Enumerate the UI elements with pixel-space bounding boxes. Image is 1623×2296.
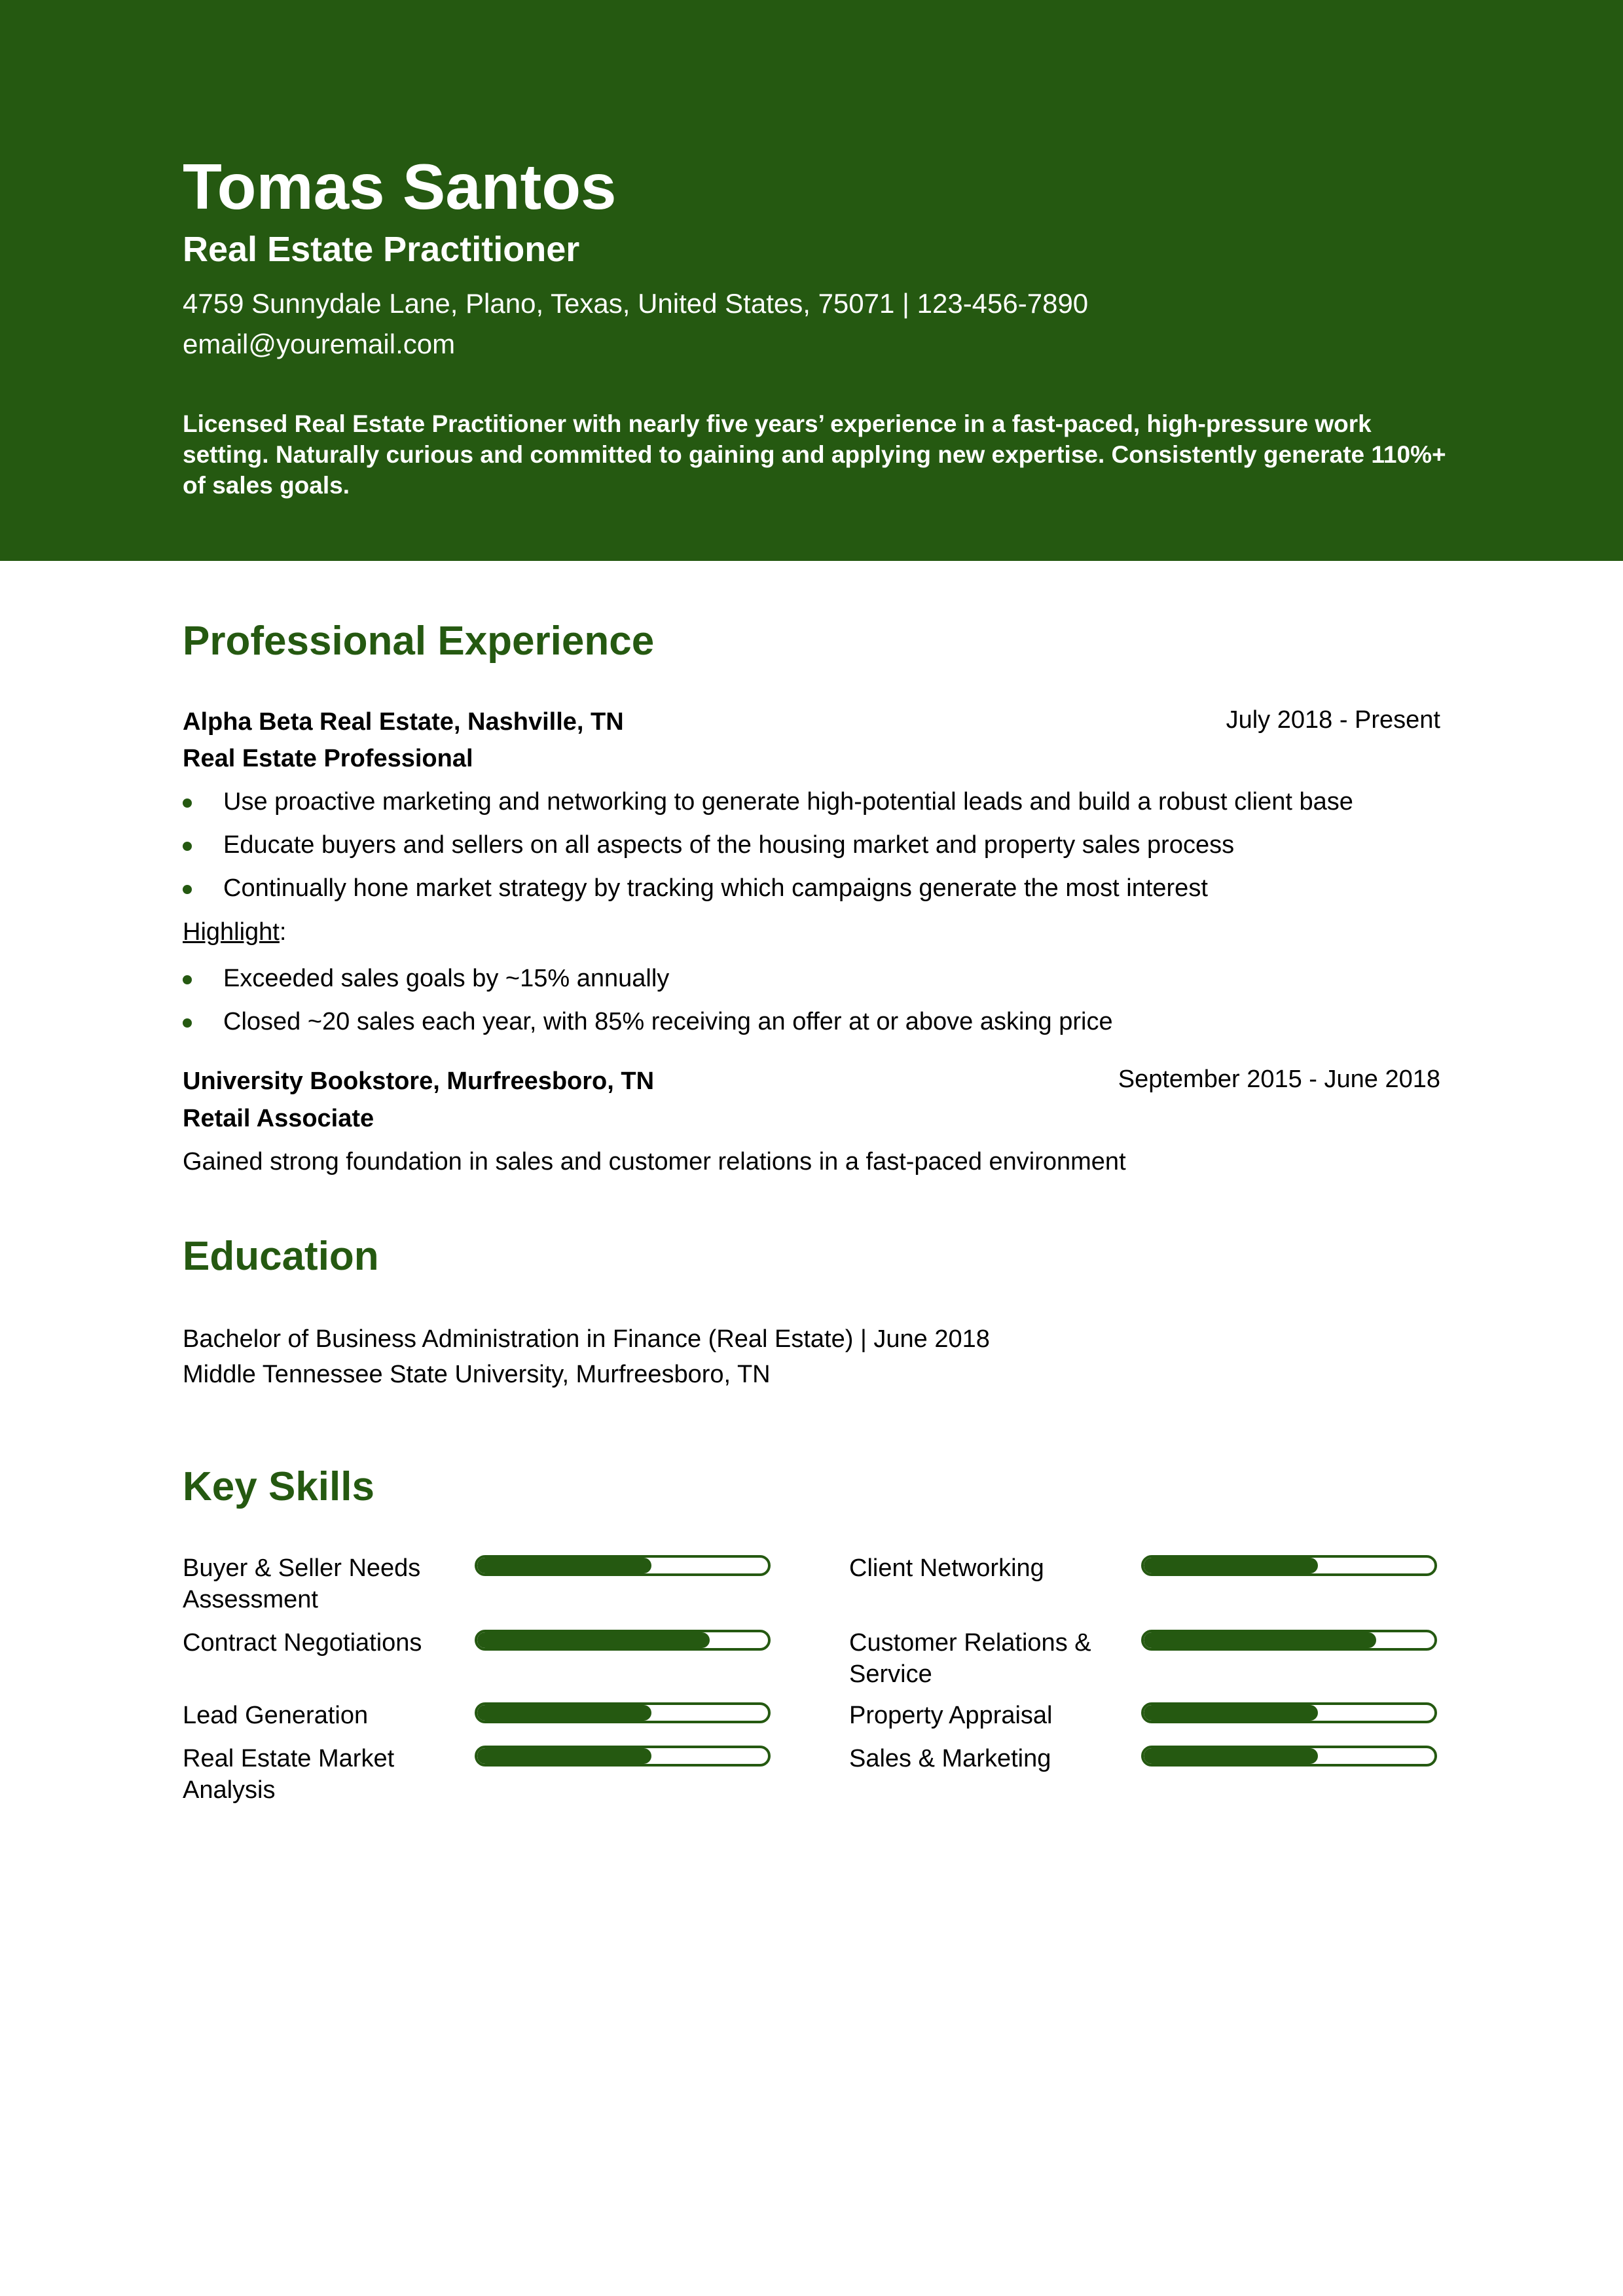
- job-1-company: Alpha Beta Real Estate, Nashville, TN: [183, 708, 624, 736]
- job-1-highlight-heading: [183, 918, 286, 947]
- skill-bar-fill: [477, 1558, 651, 1573]
- skill-label: Contract Negotiations: [183, 1629, 422, 1657]
- highlight-label: Highlight: [183, 918, 280, 946]
- bullet-dot: [183, 1018, 192, 1028]
- education-section-title: Education: [183, 1234, 379, 1279]
- bullet-dot: [183, 842, 192, 851]
- skill-label: Lead Generation: [183, 1702, 369, 1729]
- contact-address-phone: 4759 Sunnydale Lane, Plano, Texas, United States, 75071 | 123-456-7890: [183, 288, 1089, 319]
- bullet-dot: [183, 885, 192, 894]
- skill-bar: [475, 1555, 771, 1576]
- education-degree: Bachelor of Business Administration in Finance (Real Estate) | June 2018: [183, 1325, 990, 1353]
- job-1-bullet-2: Educate buyers and sellers on all aspects of the housing market and property sales process: [223, 831, 1235, 859]
- bullet-dot: [183, 798, 192, 808]
- skill-bar: [475, 1630, 771, 1651]
- skill-bar-fill: [477, 1705, 651, 1721]
- skill-bar: [1141, 1630, 1437, 1651]
- skill-bar-fill: [1144, 1632, 1376, 1648]
- skill-label: Real Estate Market Analysis: [183, 1745, 395, 1804]
- skills-section-title: Key Skills: [183, 1464, 374, 1509]
- job-1-highlight-1: Exceeded sales goals by ~15% annually: [223, 965, 670, 992]
- job-1-position: Real Estate Professional: [183, 745, 473, 772]
- education-school: Middle Tennessee State University, Murfreesboro, TN: [183, 1361, 771, 1388]
- skill-bar: [1141, 1555, 1437, 1576]
- skill-bar-fill: [1144, 1558, 1318, 1573]
- experience-section-title: Professional Experience: [183, 619, 655, 664]
- skill-label: Buyer & Seller Needs Assessment: [183, 1554, 421, 1613]
- skill-bar-fill: [1144, 1705, 1318, 1721]
- job-1-bullet-3: Continually hone market strategy by tracking which campaigns generate the most interest: [223, 874, 1208, 902]
- resume-header: [0, 0, 1623, 561]
- skill-bar: [475, 1702, 771, 1723]
- skill-label: Property Appraisal: [849, 1702, 1053, 1729]
- skill-label: Sales & Marketing: [849, 1745, 1051, 1772]
- skill-bar: [1141, 1702, 1437, 1723]
- skill-bar: [1141, 1746, 1437, 1767]
- skill-bar-fill: [477, 1748, 651, 1764]
- candidate-role: Real Estate Practitioner: [183, 230, 580, 269]
- highlight-colon: :: [279, 918, 287, 946]
- skill-label: Customer Relations & Service: [849, 1629, 1091, 1688]
- skill-bar-fill: [1144, 1748, 1318, 1764]
- contact-email: email@youremail.com: [183, 329, 456, 359]
- job-1-dates: July 2018 - Present: [1226, 706, 1440, 734]
- job-2-company: University Bookstore, Murfreesboro, TN: [183, 1067, 655, 1095]
- skill-bar: [475, 1746, 771, 1767]
- skill-label: Client Networking: [849, 1554, 1044, 1582]
- job-2-description: Gained strong foundation in sales and customer relations in a fast-paced environment: [183, 1148, 1126, 1175]
- job-2-dates: September 2015 - June 2018: [1118, 1066, 1440, 1093]
- profile-summary: Licensed Real Estate Practitioner with nearly five years’ experience in a fast-paced, high-pressure work setting. Naturally curious and committed to gaining and applying new expertise. Consistently generate 110%+ of sales goals.: [183, 410, 1446, 499]
- job-1-bullet-1: Use proactive marketing and networking to generate high-potential leads and build a robust client base: [223, 788, 1353, 816]
- candidate-name: Tomas Santos: [183, 151, 617, 223]
- bullet-dot: [183, 975, 192, 984]
- skill-bar-fill: [477, 1632, 710, 1648]
- job-1-highlight-2: Closed ~20 sales each year, with 85% receiving an offer at or above asking price: [223, 1008, 1113, 1035]
- job-2-position: Retail Associate: [183, 1105, 374, 1132]
